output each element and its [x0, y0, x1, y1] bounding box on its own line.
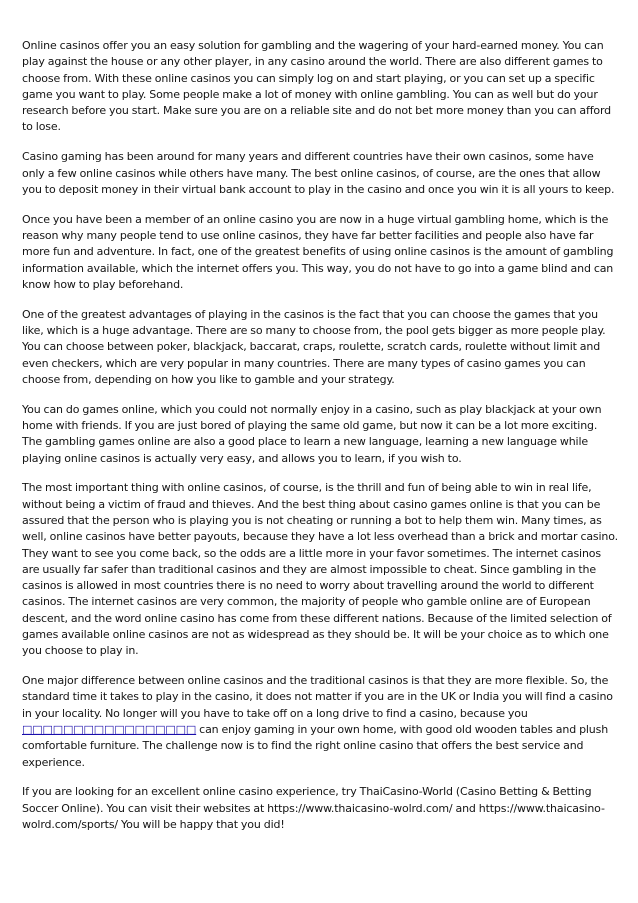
- paragraph-3: Once you have been a member of an online casino you are now in a huge virtual gambling home, which is the reason why many people tend to use online casinos, they have far better facilities and people also have far more fun and adventure. In fact, one of the greatest benefits of using online casinos is the amount of gambling information available, which the internet offers you. This way, you do not have to go into a game blind and can know how to play beforehand.: [22, 212, 614, 291]
- thai-text-link[interactable]: □□□□□□□□□□□□□□□□□: [22, 722, 197, 736]
- paragraph-7: [22, 673, 618, 771]
- paragraph-4: One of the greatest advantages of playing in the casinos is the fact that you can choose the games that you like, which is a huge advantage. There are so many to choose from, the pool gets bigger as more people play. You can choose between poker, blackjack, baccarat, craps, roulette, scratch cards, roulette without limit and even checkers, which are very popular in many countries. There are many types of casino games you can choose from, depending on how you like to gamble and your strategy.: [22, 307, 606, 386]
- paragraph-6: The most important thing with online casinos, of course, is the thrill and fun of being able to win in real life, without being a victim of fraud and thieves. And the best thing about casino games online is that you can be assured that the person who is playing you is not cheating or running a bot to help them win. Many times, as well, online casinos have better payouts, because they have a lot less overhead than a brick and mortar casino. They want to see you come back, so the odds are a little more in your favor sometimes. The internet casinos are usually far safer than traditional casinos and they are almost impossible to cheat. Since gambling in the casinos is allowed in most countries there is no need to worry about travelling around the world to different casinos. The internet casinos are very common, the majority of people who gamble online are of European descent, and the word online casino has come from these different nations. Because of the limited selection of games available online casinos are not as widespread as they should be. It will be your choice as to which one you choose to play in.: [22, 481, 618, 658]
- paragraph-1: Online casinos offer you an easy solution for gambling and the wagering of your hard-earned money. You can play against the house or any other player, in any casino around the world. There are also different games to choose from. With these online casinos you can simply log on and start playing, or you can set up a specific game you want to play. Some people make a lot of money with online gambling. You can as well but do your research before you start. Make sure you are on a reliable site and do not bet more money than you can afford to lose.: [22, 39, 612, 134]
- paragraph-8: If you are looking for an excellent online casino experience, try ThaiCasino-World (Casino Betting & Betting Soccer Online). You can visit their websites at https://www.thaicasino-wolrd.com/ and https://www.thaicasino-wolrd.com/sports/ You will be happy that you did!: [22, 785, 605, 831]
- document-body: [22, 38, 618, 847]
- paragraph-7-after: can enjoy gaming in your own home, with good old wooden tables and plush comfortable furniture. The challenge now is to find the right online casino that offers the best service and experience.: [22, 722, 609, 769]
- paragraph-7-before: One major difference between online casinos and the traditional casinos is that they are more flexible. So, the standard time it takes to play in the casino, it does not matter if you are in the UK or India you will find a casino in your locality. No longer will you have to take off on a long drive to find a casino, because you: [22, 674, 613, 720]
- paragraph-5: You can do games online, which you could not normally enjoy in a casino, such as play blackjack at your own home with friends. If you are just bored of playing the same old game, but now it can be a lot more exciting. The gambling games online are also a good place to learn a new language, learning a new language while playing online casinos is actually very easy, and allows you to learn, if you wish to.: [22, 402, 602, 465]
- paragraph-2: Casino gaming has been around for many years and different countries have their own casinos, some have only a few online casinos while others have many. The best online casinos, of course, are the ones that allow you to deposit money in their virtual bank account to play in the casino and once you win it is all yours to keep.: [22, 150, 615, 196]
